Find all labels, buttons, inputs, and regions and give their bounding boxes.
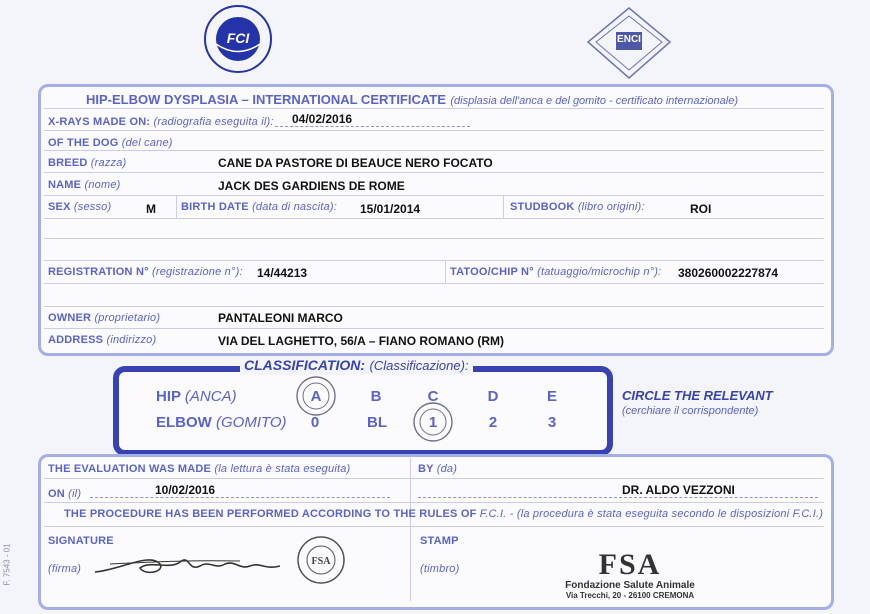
signature-label: SIGNATURE xyxy=(48,535,114,547)
name-value: JACK DES GARDIENS DE ROME xyxy=(218,179,405,193)
certificate-title xyxy=(86,91,738,109)
enci-logo xyxy=(582,6,677,81)
by-value: DR. ALDO VEZZONI xyxy=(622,483,735,497)
classification-title: CLASSIFICATION: (Classificazione): xyxy=(240,357,473,375)
classification-box xyxy=(113,366,613,456)
fci-logo-text: FCI xyxy=(226,30,250,46)
hip-grade-c[interactable]: C xyxy=(427,388,439,405)
form-code: F. 7543 - 01 xyxy=(2,543,12,586)
signature-sub: (firma) xyxy=(48,563,82,575)
hip-grade-b[interactable]: B xyxy=(370,388,382,405)
hip-label: HIP (ANCA) xyxy=(156,388,237,405)
sex-label: SEX (sesso) xyxy=(48,201,112,213)
stamp-label: STAMP xyxy=(420,535,459,547)
of-dog-label: OF THE DOG (del cane) xyxy=(48,137,173,149)
by-label: BY (da) xyxy=(418,463,458,475)
registration-value: 14/44213 xyxy=(257,266,308,280)
elbow-grade-3[interactable]: 3 xyxy=(547,414,557,431)
elbow-grade-bl[interactable]: BL xyxy=(367,414,387,431)
elbow-grade-2[interactable]: 2 xyxy=(488,414,498,431)
signature-image xyxy=(90,542,290,582)
fci-logo xyxy=(203,4,273,74)
on-label: ON (il) xyxy=(48,488,82,500)
on-value: 10/02/2016 xyxy=(155,483,216,497)
circle-instruction: CIRCLE THE RELEVANT (cerchiare il corrispondente) xyxy=(622,388,773,417)
breed-label: BREED (razza) xyxy=(48,157,127,169)
registration-label: REGISTRATION N° (registrazione n°): xyxy=(48,266,243,278)
svg-text:FSA: FSA xyxy=(311,556,331,567)
evaluation-made-label: THE EVALUATION WAS MADE (la lettura è stata eseguita) xyxy=(48,463,351,475)
tattoo-label: TATOO/CHIP N° (tatuaggio/microchip n°): xyxy=(450,266,662,278)
stamp-sub: (timbro) xyxy=(420,563,460,575)
fsa-stamp xyxy=(560,550,700,610)
xrays-value: 04/02/2016 xyxy=(292,112,353,126)
hip-grade-e[interactable]: E xyxy=(546,388,557,405)
procedure-text: THE PROCEDURE HAS BEEN PERFORMED ACCORDING TO THE RULES OF F.C.I. - (la procedura è stata eseguita secondo le disposizioni F.C.I.) xyxy=(64,508,824,520)
owner-value: PANTALEONI MARCO xyxy=(218,311,343,325)
round-fsa-seal xyxy=(296,535,346,585)
hip-grade-d[interactable]: D xyxy=(487,388,499,405)
birth-label: BIRTH DATE (data di nascita): xyxy=(181,201,337,213)
hip-selected-circle-stamp xyxy=(295,375,337,417)
hip-grade-a[interactable]: A xyxy=(310,388,322,405)
enci-logo-text: ENCI xyxy=(617,34,641,45)
studbook-label: STUDBOOK (libro origini): xyxy=(510,201,645,213)
address-value: VIA DEL LAGHETTO, 56/A – FIANO ROMANO (RM) xyxy=(218,334,505,348)
fsa-stamp-name: Fondazione Salute Animale xyxy=(565,580,695,591)
elbow-grade-1[interactable]: 1 xyxy=(428,414,438,431)
elbow-grade-0[interactable]: 0 xyxy=(310,414,320,431)
sex-value: M xyxy=(146,202,156,216)
fsa-stamp-address: Via Trecchi, 20 - 26100 CREMONA xyxy=(565,591,695,600)
breed-value: CANE DA PASTORE DI BEAUCE NERO FOCATO xyxy=(218,156,493,170)
title-sub: (displasia dell'anca e del gomito - certificato internazionale) xyxy=(450,95,739,107)
name-label: NAME (nome) xyxy=(48,179,121,191)
fsa-stamp-logo: FSA xyxy=(598,548,662,581)
elbow-selected-circle-stamp xyxy=(412,401,454,443)
tattoo-value: 380260002227874 xyxy=(678,266,779,280)
address-label: ADDRESS (indirizzo) xyxy=(48,334,157,346)
owner-label: OWNER (proprietario) xyxy=(48,312,161,324)
birth-value: 15/01/2014 xyxy=(360,202,421,216)
xrays-label: X-RAYS MADE ON: (radiografia eseguita il): xyxy=(48,116,274,128)
elbow-label: ELBOW (GOMITO) xyxy=(156,414,287,431)
studbook-value: ROI xyxy=(690,202,712,216)
title-main: HIP-ELBOW DYSPLASIA – INTERNATIONAL CERTIFICATE xyxy=(86,92,446,107)
